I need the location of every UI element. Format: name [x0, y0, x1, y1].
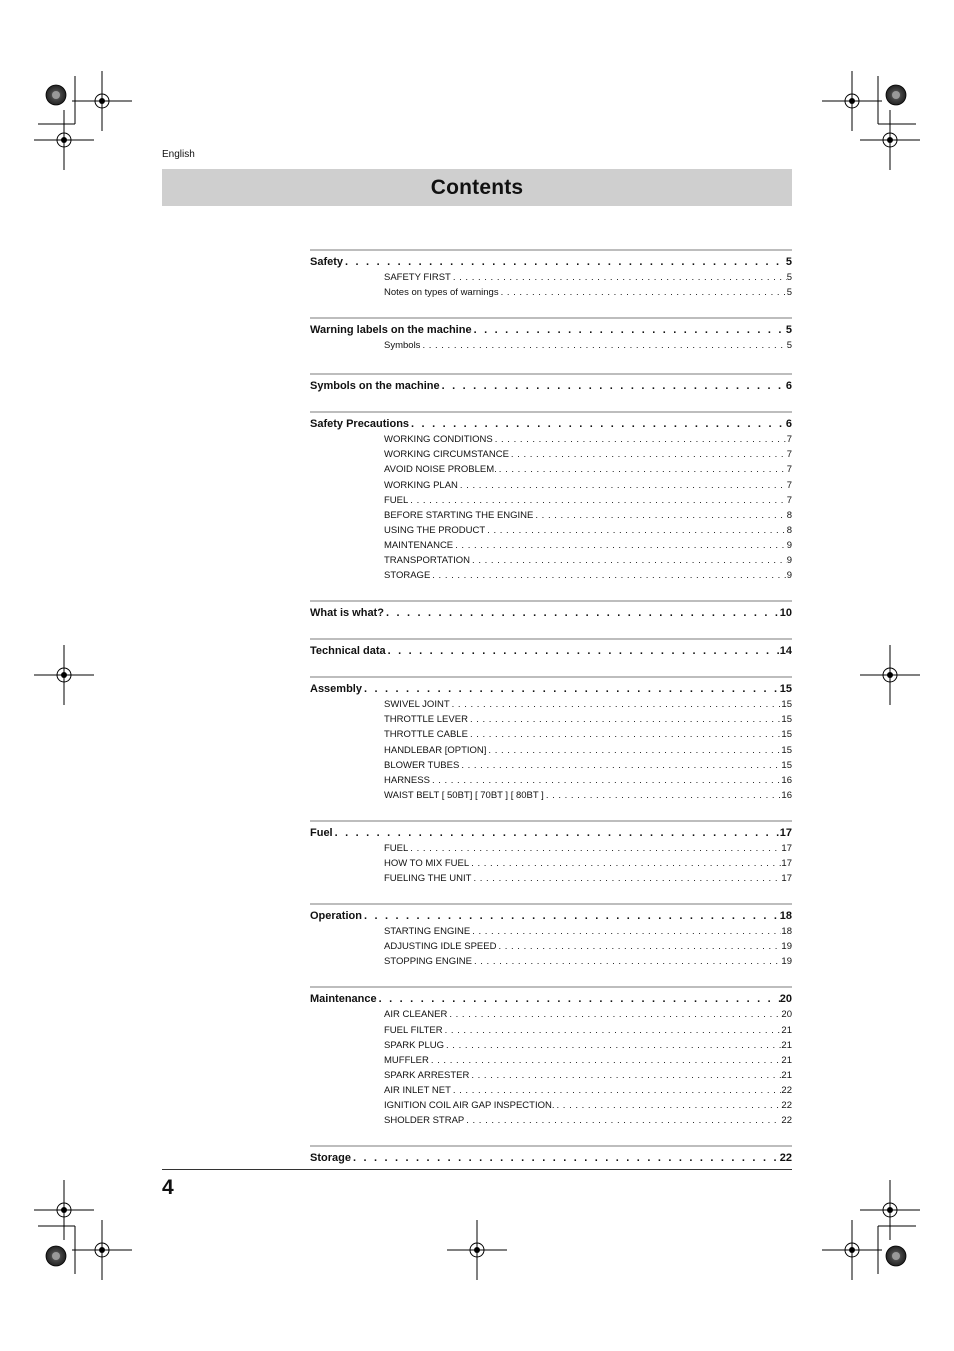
toc-subentry-page: 21: [781, 1039, 792, 1051]
leader-dots: [472, 322, 786, 338]
toc-section: [310, 317, 792, 353]
toc-subentry-page: 9: [786, 570, 792, 582]
toc-subentry[interactable]: [310, 1098, 792, 1113]
leader-dots: [444, 1038, 781, 1053]
language-label: English: [162, 149, 195, 160]
toc-entry-title: Storage: [310, 1152, 351, 1165]
toc-subentry[interactable]: [310, 1007, 792, 1022]
toc-subentry-title: THROTTLE LEVER: [384, 714, 468, 726]
toc-entry-page: 15: [779, 683, 792, 696]
toc-subentry-title: THROTTLE CABLE: [384, 729, 468, 741]
toc-entry[interactable]: [310, 1150, 792, 1166]
leader-dots: [544, 788, 782, 803]
toc-subentry-title: SHOLDER STRAP: [384, 1115, 465, 1127]
leader-dots: [459, 758, 781, 773]
leader-dots: [451, 1083, 782, 1098]
leader-dots: [447, 1007, 781, 1022]
leader-dots: [384, 605, 780, 621]
toc-subentry[interactable]: [310, 285, 792, 300]
toc-subentry-page: 20: [781, 1009, 792, 1021]
toc-subentry-page: 9: [786, 555, 792, 567]
toc-entry-title: Operation: [310, 910, 362, 923]
toc-entry-page: 17: [779, 826, 792, 839]
toc-subentry[interactable]: [310, 1113, 792, 1128]
toc-section: [310, 600, 792, 621]
toc-entry-page: 5: [785, 256, 792, 268]
toc-subentry-page: 22: [781, 1115, 792, 1127]
toc-subentry[interactable]: [310, 954, 792, 969]
toc-subentry[interactable]: [310, 478, 792, 493]
toc-subentry-page: 16: [781, 774, 792, 786]
toc-subentry[interactable]: [310, 856, 792, 871]
toc-subentry[interactable]: [310, 758, 792, 773]
leader-dots: [443, 1023, 782, 1038]
toc-entry[interactable]: [310, 605, 792, 621]
leader-dots: [377, 991, 780, 1007]
toc-subentry-page: 7: [786, 479, 792, 491]
toc-entry[interactable]: [310, 378, 792, 394]
toc-entry[interactable]: [310, 991, 792, 1007]
toc-subentry-title: FUEL: [384, 842, 409, 854]
toc-subentry-page: 8: [786, 509, 792, 521]
toc-subentry-page: 22: [781, 1084, 792, 1096]
leader-dots: [468, 727, 781, 742]
toc-subentry[interactable]: [310, 773, 792, 788]
toc-section: [310, 676, 792, 803]
leader-dots: [470, 924, 781, 939]
toc-subentry-page: 15: [781, 699, 792, 711]
toc-subentry-title: BLOWER TUBES: [384, 759, 460, 771]
leader-dots: [493, 432, 787, 447]
toc-section: [310, 411, 792, 583]
toc-subentry-page: 15: [781, 714, 792, 726]
leader-dots: [333, 825, 780, 841]
toc-subentry-page: 7: [786, 434, 792, 446]
toc-subentry-title: AIR CLEANER: [384, 1009, 448, 1021]
toc-subentry[interactable]: [310, 568, 792, 583]
toc-subentry[interactable]: [310, 1068, 792, 1083]
toc-subentry-title: FUEL: [384, 494, 409, 506]
toc-subentry-title: STORAGE: [384, 570, 431, 582]
toc-subentry[interactable]: [310, 1083, 792, 1098]
toc-subentry-title: BEFORE STARTING THE ENGINE: [384, 509, 534, 521]
toc-entry-title: Assembly: [310, 683, 362, 696]
toc-subentry-page: 21: [781, 1069, 792, 1081]
toc-subentry-title: WORKING CONDITIONS: [384, 434, 493, 446]
toc-subentry-page: 21: [781, 1054, 792, 1066]
toc-subentry[interactable]: [310, 841, 792, 856]
toc-subentry[interactable]: [310, 493, 792, 508]
toc-subentry-title: AVOID NOISE PROBLEM.: [384, 464, 497, 476]
title-banner: [162, 169, 792, 206]
toc-entry-page: 10: [779, 607, 792, 620]
toc-subentry-title: Notes on types of warnings: [384, 287, 499, 299]
leader-dots: [496, 939, 781, 954]
toc-subentry[interactable]: [310, 727, 792, 742]
toc-subentry-title: WORKING PLAN: [384, 479, 458, 491]
toc-entry[interactable]: [310, 254, 792, 270]
toc-entry-title: Symbols on the machine: [310, 380, 440, 393]
toc-subentry-page: 15: [781, 759, 792, 771]
leader-dots: [430, 568, 786, 583]
toc-subentry[interactable]: [310, 553, 792, 568]
toc-subentry[interactable]: [310, 1023, 792, 1038]
toc-subentry-page: 5: [786, 272, 792, 283]
toc-subentry-page: 15: [781, 744, 792, 756]
toc-subentry-page: 5: [786, 340, 792, 352]
leader-dots: [408, 493, 786, 508]
toc-entry-page: 18: [779, 910, 792, 923]
toc-subentry-page: 5: [786, 287, 792, 299]
leader-dots: [469, 856, 781, 871]
leader-dots: [408, 841, 781, 856]
toc-subentry-page: 16: [781, 789, 792, 801]
table-of-contents: [310, 249, 792, 1166]
toc-subentry-title: HANDLEBAR [OPTION]: [384, 744, 487, 756]
leader-dots: [469, 1068, 781, 1083]
toc-subentry[interactable]: [310, 508, 792, 523]
leader-dots: [429, 1053, 782, 1068]
toc-section: [310, 820, 792, 886]
page-title: Contents: [430, 175, 524, 199]
toc-subentry[interactable]: [310, 338, 792, 353]
toc-entry[interactable]: [310, 322, 792, 338]
leader-dots: [343, 254, 786, 270]
toc-section: [310, 903, 792, 969]
toc-subentry-title: WAIST BELT [ 50BT] [ 70BT ] [ 80BT ]: [384, 789, 544, 801]
leader-dots: [499, 285, 787, 300]
toc-subentry[interactable]: [310, 462, 792, 477]
toc-subentry-title: SPARK ARRESTER: [384, 1069, 470, 1081]
leader-dots: [468, 712, 781, 727]
toc-subentry-title: HARNESS: [384, 774, 430, 786]
toc-subentry-page: 17: [781, 873, 792, 885]
toc-entry-title: Safety Precautions: [310, 418, 410, 431]
toc-entry-page: 5: [785, 324, 792, 337]
toc-entry-title: Fuel: [310, 826, 333, 839]
toc-subentry-title: FUEL FILTER: [384, 1024, 443, 1036]
toc-entry-page: 20: [779, 993, 792, 1006]
toc-subentry-title: FUELING THE UNIT: [384, 873, 472, 885]
toc-subentry-page: 8: [786, 524, 792, 536]
toc-entry-title: What is what?: [310, 607, 384, 620]
toc-subentry-page: 15: [781, 729, 792, 741]
toc-subentry-page: 17: [781, 842, 792, 854]
toc-entry-page: 6: [785, 380, 792, 393]
toc-subentry-title: SAFETY FIRST: [384, 272, 451, 283]
toc-entry[interactable]: [310, 681, 792, 697]
toc-subentry-page: 21: [781, 1024, 792, 1036]
toc-subentry-page: 22: [781, 1100, 792, 1111]
toc-subentry-title: SWIVEL JOINT: [384, 699, 450, 711]
toc-section: [310, 1145, 792, 1166]
page-number: 4: [162, 1176, 174, 1199]
toc-subentry-page: 7: [786, 494, 792, 506]
toc-subentry-page: 7: [786, 449, 792, 461]
toc-subentry-title: Symbols: [384, 340, 421, 352]
leader-dots: [471, 871, 781, 886]
toc-subentry-title: TRANSPORTATION: [384, 555, 471, 567]
toc-subentry-title: AIR INLET NET: [384, 1084, 451, 1096]
leader-dots: [464, 1113, 781, 1128]
toc-subentry[interactable]: [310, 432, 792, 447]
toc-subentry[interactable]: [310, 697, 792, 712]
leader-dots: [362, 681, 780, 697]
leader-dots: [509, 447, 787, 462]
toc-section: [310, 986, 792, 1128]
toc-entry[interactable]: [310, 643, 792, 659]
toc-subentry-title: HOW TO MIX FUEL: [384, 857, 470, 869]
toc-subentry[interactable]: [310, 1038, 792, 1053]
leader-dots: [450, 697, 782, 712]
toc-section: [310, 638, 792, 659]
toc-subentry-page: 7: [786, 464, 792, 476]
toc-subentry-page: 18: [781, 926, 792, 938]
toc-subentry-title: USING THE PRODUCT: [384, 524, 486, 536]
toc-subentry-title: IGNITION COIL AIR GAP INSPECTION.: [384, 1100, 555, 1111]
leader-dots: [440, 378, 786, 394]
toc-subentry-title: STOPPING ENGINE: [384, 956, 472, 968]
toc-subentry[interactable]: [310, 743, 792, 758]
leader-dots: [386, 643, 780, 659]
toc-entry-title: Safety: [310, 256, 344, 268]
leader-dots: [470, 553, 787, 568]
toc-subentry-title: MAINTENANCE: [384, 539, 454, 551]
leader-dots: [453, 538, 787, 553]
leader-dots: [497, 462, 787, 477]
toc-section: [310, 249, 792, 300]
toc-entry-page: 22: [779, 1152, 792, 1165]
leader-dots: [362, 908, 780, 924]
toc-subentry[interactable]: [310, 788, 792, 803]
leader-dots: [485, 523, 787, 538]
toc-entry-title: Technical data: [310, 645, 386, 658]
toc-subentry-title: ADJUSTING IDLE SPEED: [384, 941, 497, 953]
toc-entry[interactable]: [310, 825, 792, 841]
toc-subentry-title: STARTING ENGINE: [384, 926, 471, 938]
leader-dots: [409, 416, 786, 432]
toc-subentry[interactable]: [310, 939, 792, 954]
toc-entry-title: Maintenance: [310, 993, 377, 1006]
leader-dots: [451, 270, 787, 285]
leader-dots: [351, 1150, 780, 1166]
toc-subentry-page: 19: [781, 941, 792, 953]
toc-subentry-title: MUFFLER: [384, 1054, 429, 1066]
toc-entry[interactable]: [310, 416, 792, 432]
toc-subentry-title: WORKING CIRCUMSTANCE: [384, 449, 509, 461]
toc-subentry-title: SPARK PLUG: [384, 1039, 445, 1051]
toc-subentry[interactable]: [310, 1053, 792, 1068]
leader-dots: [430, 773, 781, 788]
toc-subentry-page: 19: [781, 956, 792, 968]
toc-subentry[interactable]: [310, 447, 792, 462]
toc-entry-page: 6: [785, 418, 792, 431]
toc-entry-page: 14: [779, 645, 792, 658]
toc-entry[interactable]: [310, 908, 792, 924]
toc-subentry[interactable]: [310, 871, 792, 886]
leader-dots: [533, 508, 786, 523]
toc-subentry-page: 9: [786, 539, 792, 551]
leader-dots: [420, 338, 786, 353]
toc-section: [310, 373, 792, 394]
toc-entry-title: Warning labels on the machine: [310, 324, 472, 337]
leader-dots: [555, 1098, 782, 1113]
toc-subentry[interactable]: [310, 712, 792, 727]
toc-subentry[interactable]: [310, 523, 792, 538]
leader-dots: [486, 743, 781, 758]
toc-subentry[interactable]: [310, 924, 792, 939]
footer-rule: [162, 1169, 792, 1170]
toc-subentry-page: 17: [781, 857, 792, 869]
leader-dots: [472, 954, 781, 969]
toc-subentry[interactable]: [310, 270, 792, 285]
toc-subentry[interactable]: [310, 538, 792, 553]
leader-dots: [458, 478, 787, 493]
